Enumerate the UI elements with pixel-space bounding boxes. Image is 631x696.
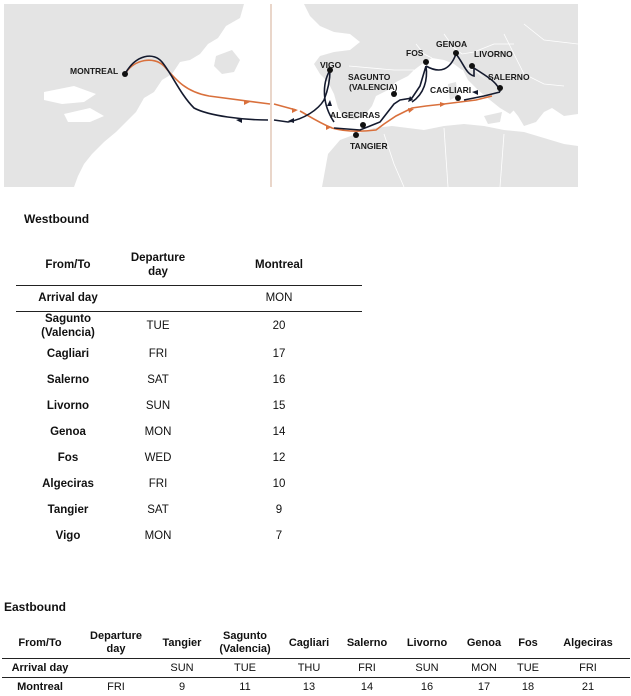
westbound-port: Cagliari [46,348,90,360]
port-dot-fos [423,59,429,65]
westbound-transit-days: 17 [272,348,286,360]
eastbound-arrival-day: TUE [510,659,546,678]
eastbound-transit-days: 17 [477,680,491,693]
eastbound-header-port: Livorno [396,626,458,659]
westbound-transit-days: 10 [272,478,286,490]
westbound-departure-day: FRI [148,478,168,490]
route-map [4,4,578,187]
westbound-port-text: Sagunto (Valencia) [41,313,95,340]
westbound-header-departure-day [120,246,196,285]
eastbound-arrival-day: THU [280,659,338,678]
westbound-port: Algeciras [42,478,94,490]
eastbound-transit-days: 18 [521,680,535,693]
eastbound-header-port [210,626,280,659]
westbound-departure-day: SAT [147,504,169,516]
eastbound-header-departure-day-text: Departure day [90,630,142,655]
port-dot-montreal [122,71,128,77]
westbound-port: Tangier [47,504,89,516]
westbound-transit-days: 20 [272,320,286,333]
port-dot-genoa [453,50,459,56]
eastbound-arrival-blank [78,659,154,678]
eastbound-header-port: Tangier [154,626,210,659]
westbound-departure-day: WED [144,452,172,464]
westbound-departure-day: MON [144,530,172,542]
port-dot-salerno [497,85,503,91]
table-row [16,471,362,497]
westbound-port [16,311,120,341]
port-label-genoa: GENOA [436,39,468,49]
port-label-sagunto: SAGUNTO [348,72,391,82]
port-label-valencia: (VALENCIA) [349,82,398,92]
table-row [16,419,362,445]
eastbound-transit-days: 14 [360,680,374,693]
port-label-algeciras: ALGECIRAS [330,110,381,120]
westbound-transit-days: 7 [275,530,283,542]
eastbound-arrival-day: FRI [546,659,630,678]
eastbound-schedule-table [2,626,630,696]
eastbound-transit-days: 11 [239,680,251,693]
table-row [16,311,362,341]
eastbound-header-row [2,626,630,659]
westbound-transit-days: 15 [272,400,286,412]
port-label-salerno: SALERNO [488,72,530,82]
eastbound-header-from-to: From/To [2,626,78,659]
eastbound-transit-days: 16 [420,680,434,693]
port-label-tangier: TANGIER [350,141,388,151]
table-row [16,523,362,549]
eastbound-arrival-day: TUE [210,659,280,678]
westbound-departure-day: SUN [145,400,171,412]
port-label-montreal: MONTREAL [70,66,119,76]
table-row [16,341,362,367]
eastbound-arrival-day: SUN [396,659,458,678]
westbound-port: Vigo [55,530,81,542]
eastbound-arrival-label: Arrival day [2,659,78,678]
table-row [16,367,362,393]
westbound-header-montreal: Montreal [196,246,362,285]
eastbound-transit-days: 21 [581,680,595,693]
eastbound-header-port: Genoa [458,626,510,659]
table-row [2,678,630,696]
westbound-schedule-table [16,246,362,549]
westbound-port: Salerno [46,374,90,386]
port-label-cagliari: CAGLIARI [430,85,472,95]
eastbound-arrival-row [2,659,630,678]
westbound-port: Fos [57,452,79,464]
eastbound-arrival-day: FRI [338,659,396,678]
westbound-header-departure-day-text: Departure day [130,252,186,279]
westbound-transit-days: 14 [272,426,286,438]
port-dot-algeciras [360,122,366,128]
westbound-departure-day: MON [144,426,172,438]
port-label-fos: FOS [406,48,424,58]
port-dot-tangier [353,132,359,138]
westbound-arrival-blank [120,285,196,311]
eastbound-title: Eastbound [4,600,66,614]
westbound-departure-day: TUE [146,320,170,333]
eastbound-header-port: Algeciras [546,626,630,659]
port-label-vigo: VIGO [320,60,342,70]
westbound-header-row [16,246,362,285]
eastbound-header-port-text: Sagunto (Valencia) [219,630,271,655]
table-row [16,497,362,523]
eastbound-arrival-day: SUN [154,659,210,678]
eastbound-header-port: Fos [510,626,546,659]
table-row [16,393,362,419]
eastbound-origin-departure-day: FRI [107,680,125,693]
route-map-svg [4,4,578,187]
table-row [16,445,362,471]
westbound-arrival-label: Arrival day [16,285,120,311]
westbound-title: Westbound [24,212,90,226]
westbound-port: Genoa [50,426,86,438]
westbound-header-from-to: From/To [16,246,120,285]
port-label-livorno: LIVORNO [474,49,513,59]
westbound-transit-days: 12 [272,452,286,464]
westbound-departure-day: FRI [148,348,168,360]
eastbound-origin-port: Montreal [17,680,63,693]
port-dot-cagliari [455,95,461,101]
eastbound-header-port: Cagliari [280,626,338,659]
eastbound-header-port: Salerno [338,626,396,659]
eastbound-transit-days: 9 [178,680,186,693]
westbound-arrival-day: MON [196,285,362,311]
westbound-transit-days: 16 [272,374,286,386]
westbound-arrival-row [16,285,362,311]
eastbound-transit-days: 13 [302,680,316,693]
westbound-port: Livorno [46,400,90,412]
eastbound-arrival-day: MON [458,659,510,678]
westbound-transit-days: 9 [275,504,283,516]
port-dot-livorno [469,63,475,69]
westbound-departure-day: SAT [147,374,169,386]
eastbound-header-departure-day [78,626,154,659]
